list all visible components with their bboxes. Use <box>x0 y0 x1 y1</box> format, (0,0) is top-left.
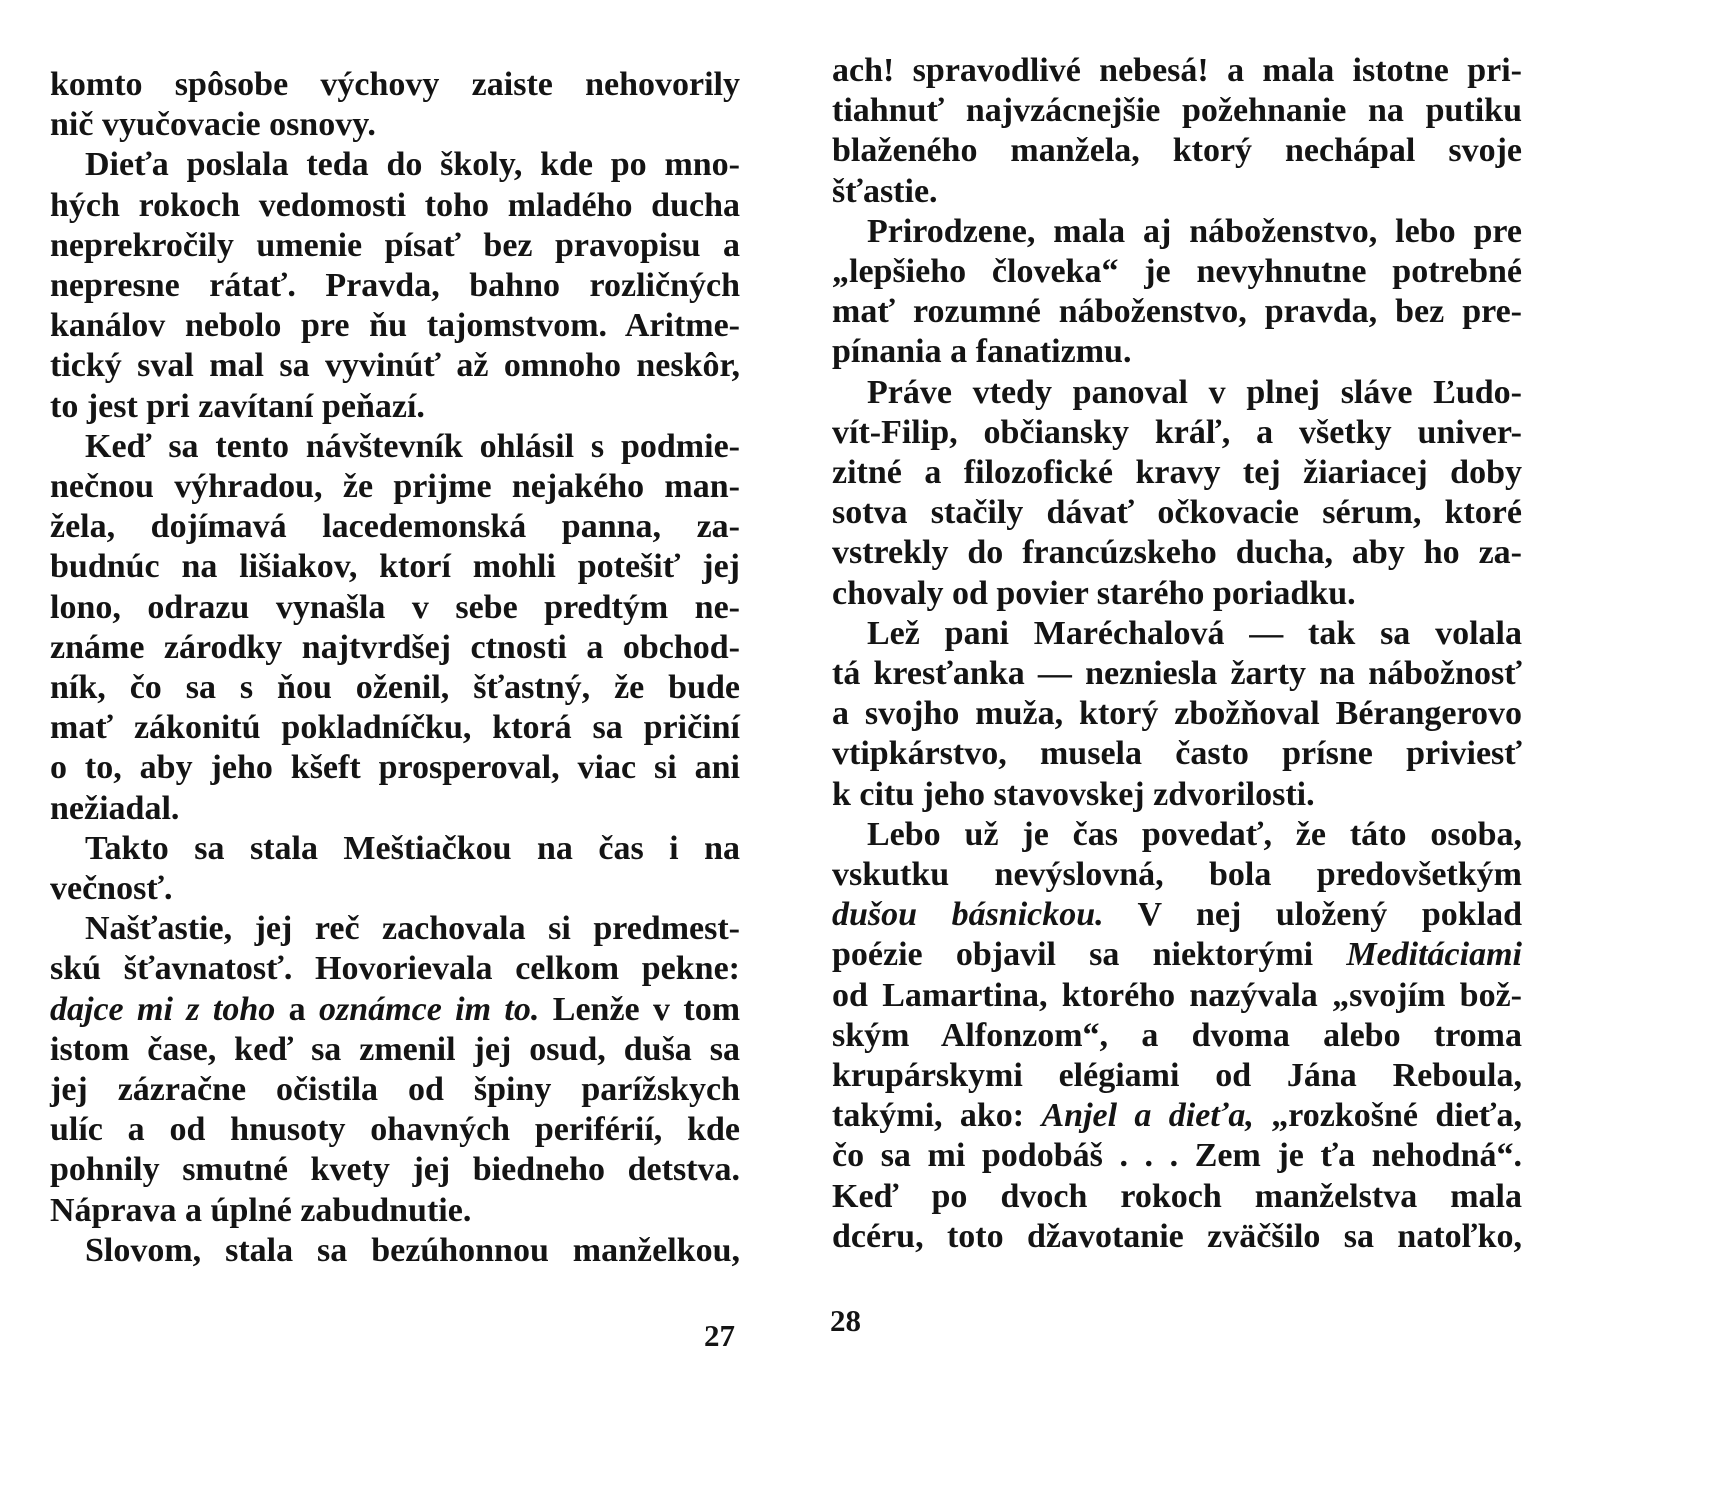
italic-text: oznámce im to. <box>319 990 540 1028</box>
paragraph <box>832 212 1522 373</box>
text-line: k citu jeho stavovskej zdvorilosti. <box>832 775 1315 813</box>
text-line: Lež pani Maréchalová — tak sa volala <box>867 614 1522 652</box>
text-line: blaženého manžela, ktorý nechápal svoje <box>832 132 1522 170</box>
text-line: tá kresťanka — nezniesla žarty na nábožnosť <box>832 655 1522 693</box>
text-line: nepresne rátať. Pravda, bahno rozličných <box>50 267 740 305</box>
text-line: vít-Filip, občiansky kráľ, a všetky univer- <box>832 413 1522 451</box>
text-line: sotva stačily dávať očkovacie sérum, ktoré <box>832 494 1522 532</box>
text-line: krupárskymi elégiami od Jána Reboula, <box>832 1057 1522 1095</box>
text-line: chovaly od povier starého poriadku. <box>832 574 1356 612</box>
italic-text: dušou básnickou. <box>832 896 1104 934</box>
right-page <box>790 0 1714 1500</box>
text-line <box>832 895 1522 935</box>
text-line: čo sa mi podobáš . . . Zem je ťa nehodná“. <box>832 1137 1522 1175</box>
text-line <box>50 990 740 1030</box>
text-line: Lebo už je čas povedať, že táto osoba, <box>867 815 1522 853</box>
text-line: ským Alfonzom“, a dvoma alebo troma <box>832 1016 1522 1054</box>
page-text <box>50 65 740 1271</box>
paragraph <box>50 65 740 145</box>
text-line: jej zázračne očistila od špiny parížskych <box>50 1071 740 1109</box>
text-line: Náprava a úplné zabudnutie. <box>50 1191 472 1229</box>
text-line: skú šťavnatosť. Hovorievala celkom pekne: <box>50 950 740 988</box>
text-line: Dieťa poslala teda do školy, kde po mno- <box>85 146 740 184</box>
text-line: Prirodzene, mala aj náboženstvo, lebo pre <box>867 212 1522 250</box>
italic-text: dajce mi z toho <box>50 990 276 1028</box>
paragraph <box>50 1231 740 1271</box>
page-number: 27 <box>704 1318 735 1353</box>
text-line: vstrekly do francúzskeho ducha, aby ho za- <box>832 534 1522 572</box>
text-line: o to, aby jeho kšeft prosperoval, viac si ani <box>50 749 740 787</box>
text-line: to jest pri zavítaní peňazí. <box>50 387 425 425</box>
text-line: tiahnuť najvzácnejšie požehnanie na putiku <box>832 92 1522 130</box>
text-line: komto spôsobe výchovy zaiste nehovorily <box>50 66 740 103</box>
text-line: zitné a filozofické kravy tej žiariacej doby <box>832 454 1522 492</box>
paragraph <box>50 909 740 1231</box>
text-line: mať rozumné náboženstvo, pravda, bez pre- <box>832 293 1522 331</box>
paragraph <box>50 145 740 426</box>
italic-text: Anjel a dieťa, <box>1041 1097 1254 1135</box>
text-line: ach! spravodlivé nebesá! a mala istotne pri- <box>832 52 1522 89</box>
text-line: hých rokoch vedomosti toho mladého ducha <box>50 186 740 224</box>
text-line: kanálov nebolo pre ňu tajomstvom. Aritme- <box>50 307 740 345</box>
paragraph <box>50 829 740 909</box>
text-line: vskutku nevýslovná, bola predovšetkým <box>832 856 1522 894</box>
text-line: od Lamartina, ktorého nazývala „svojím bož- <box>832 976 1522 1014</box>
text-line: večnosť. <box>50 870 173 908</box>
text-line: tický sval mal sa vyvinúť až omnoho neskôr, <box>50 347 740 385</box>
text-line: Keď po dvoch rokoch manželstva mala <box>832 1177 1522 1215</box>
text-line: nič vyučovacie osnovy. <box>50 106 376 144</box>
text-line: nečnou výhradou, že prijme nejakého man- <box>50 468 740 506</box>
paragraph <box>832 614 1522 815</box>
text-line: ník, čo sa s ňou oženil, šťastný, že bude <box>50 669 740 707</box>
text-line: budnúc na lišiakov, ktorí mohli potešiť jej <box>50 548 740 586</box>
page-text <box>832 51 1522 1257</box>
paragraph <box>832 815 1522 1257</box>
text-line: dcéru, toto džavotanie zväčšilo sa natoľko, <box>832 1217 1522 1255</box>
text-line: pínania a fanatizmu. <box>832 333 1132 371</box>
text-line: lono, odrazu vynašla v sebe predtým ne- <box>50 588 740 626</box>
text-line: pohnily smutné kvety jej biedneho detstva. <box>50 1151 740 1189</box>
text-line: šťastie. <box>832 172 938 210</box>
text-line: Takto sa stala Meštiačkou na čas i na <box>85 829 740 867</box>
text-line <box>832 935 1522 975</box>
text-line: Práve vtedy panoval v plnej sláve Ľudo- <box>867 373 1522 411</box>
page-number: 28 <box>830 1303 861 1338</box>
text-run: a <box>275 990 320 1028</box>
text-run: „rozkošné dieťa, <box>1253 1097 1523 1135</box>
paragraph <box>832 373 1522 614</box>
paragraph <box>50 427 740 829</box>
text-line: istom čase, keď sa zmenil jej osud, duša sa <box>50 1030 740 1068</box>
text-line: Našťastie, jej reč zachovala si predmest- <box>85 910 740 948</box>
paragraph <box>832 51 1522 212</box>
text-line: nežiadal. <box>50 789 180 827</box>
text-run: takými, ako: <box>832 1097 1042 1135</box>
text-line: Keď sa tento návštevník ohlásil s podmie- <box>85 427 740 465</box>
text-line: a svojho muža, ktorý zbožňoval Bérangerovo <box>832 695 1522 733</box>
text-line: žela, dojímavá lacedemonská panna, za- <box>50 508 740 546</box>
text-line: Slovom, stala sa bezúhonnou manželkou, <box>85 1231 740 1269</box>
text-line: neprekročily umenie písať bez pravopisu a <box>50 226 740 264</box>
left-page <box>0 0 790 1500</box>
text-line: známe zárodky najtvrdšej ctnosti a obchod- <box>50 628 740 666</box>
text-line <box>832 1096 1522 1136</box>
text-run: poézie objavil sa niektorými <box>832 936 1347 974</box>
text-line: vtipkárstvo, musela často prísne priviesť <box>832 735 1522 773</box>
text-run: Lenže v tom <box>539 990 741 1028</box>
text-line: mať zákonitú pokladníčku, ktorá sa pričiní <box>50 709 740 747</box>
italic-text: Meditáciami <box>1346 936 1522 974</box>
text-line: „lepšieho človeka“ je nevyhnutne potrebné <box>832 253 1522 291</box>
text-line: ulíc a od hnusoty ohavných periférií, kde <box>50 1111 740 1149</box>
text-run: V nej uložený poklad <box>1103 896 1522 934</box>
